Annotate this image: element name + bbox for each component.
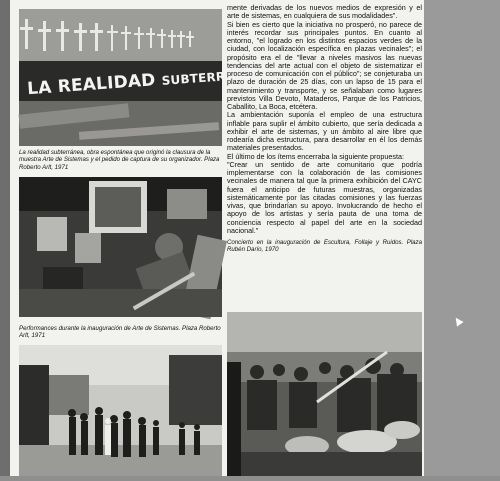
paragraph-2: Si bien es cierto que la iniciativa no prosperó, no parece de interés recordar sus principales puntos. En cuanto al entorno, "el logrado en los distintos espacios verdes de la ciudad, con localización específica en plazas vecinales"; el propósito era el de "llevar a niveles masivos las nuevas tendencias del arte actual con el objeto de sistematizar el proceso de comunicación con el público"; se conjeturaba un plazo de duración de 25 días, con un lapso de 15 para el mantenimiento y transporte, y se señalaban como lugares previstos Villa Devoto, Mataderos, Parque de los Patricios, Caballito, La Boca, etcétera. (227, 19, 422, 111)
paragraph-5: "Crear un sentido de arte comunitario que podría implementarse con la colaboración de las comisiones vecinales de manera tal que la primera exhibición del CAYC fuera el anticipo de futuras muestras, organizadas sistemáticamente por las citadas comisiones y las fuerzas vivas, que brindarían su apoyo. Involucrando de hecho el apoyo de los artistas y sería pauta de una toma de conciencia respecto al papel del arte en la sociedad nacional." (227, 159, 422, 235)
paragraph-1: mente derivadas de los nuevos medios de expresión y el arte de sistemas, en cualquiera de sus modalidades". (227, 3, 422, 21)
caption-photo1: La realidad subterránea, obra espontánea que originó la clausura de la muestra Arte de Sistemas y el pedido de captura de su organizador. Plaza Roberto Arlt, 1971 (19, 149, 220, 171)
photo-crowd-graphic (19, 345, 222, 476)
book-page (10, 0, 424, 476)
article-text (227, 4, 422, 253)
sign-sub: SUBTERRANEA (161, 66, 264, 88)
paragraph-4: El último de los ítems encerraba la siguiente propuesta: (227, 151, 404, 161)
sign-main: LA REALIDAD (26, 70, 157, 100)
photo-realidad-subterranea (19, 9, 264, 146)
caption-photo4: Concierto en la inauguración de Escultura, Follaje y Ruidos. Plaza Rubén Darío, 1970 (227, 239, 422, 254)
photo-concert-graphic (227, 312, 422, 476)
photo-concert (227, 312, 422, 476)
photo-performances (19, 177, 222, 317)
left-edge (0, 0, 10, 476)
photo-performances-graphic (19, 177, 222, 317)
caption-photo2: Performances durante la inauguración de Arte de Sistemas. Plaza Roberto Arlt, 1971 (19, 325, 221, 340)
paragraph-3: La ambientación suponía el empleo de una estructura inflable para suplir el ámbito cubierto, que sería dedicada a exhibir el arte de sistemas, y un ámbito al aire libre que rodearía dicha estructura, para desarrollar en él los demás materiales presentados. (227, 110, 422, 153)
photo-street-crowd (19, 345, 222, 476)
viewer-background (424, 0, 500, 476)
